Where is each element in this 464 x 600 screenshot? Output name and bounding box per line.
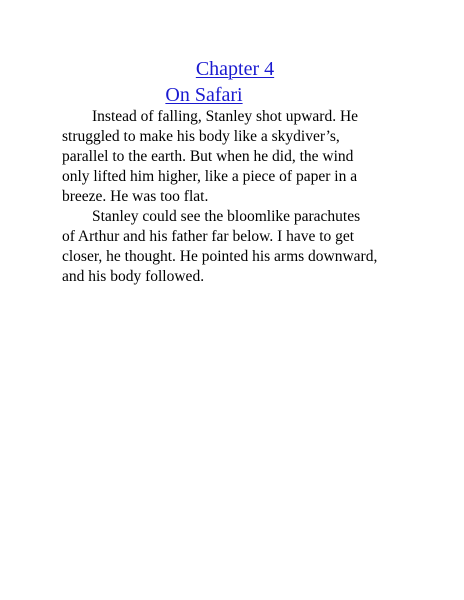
chapter-title: On Safari (165, 84, 243, 106)
text-line: and his body followed. (62, 268, 205, 285)
text-line: struggled to make his body like a skydiver’s, (62, 128, 340, 145)
text-line: parallel to the earth. But when he did, the wind (62, 148, 354, 165)
chapter-number: Chapter 4 (195, 58, 275, 80)
text-line: Stanley could see the bloomlike parachutes (92, 208, 361, 225)
text-line: breeze. He was too flat. (62, 188, 209, 205)
text-line: closer, he thought. He pointed his arms downward, (62, 248, 378, 265)
text-line: only lifted him higher, like a piece of paper in a (62, 168, 358, 185)
paragraph-2 (62, 207, 402, 287)
body-text (62, 107, 402, 287)
text-line: of Arthur and his father far below. I have to get (62, 228, 355, 245)
text-line: Instead of falling, Stanley shot upward. He (92, 108, 359, 125)
chapter-heading (0, 56, 464, 108)
paragraph-1 (62, 107, 402, 207)
